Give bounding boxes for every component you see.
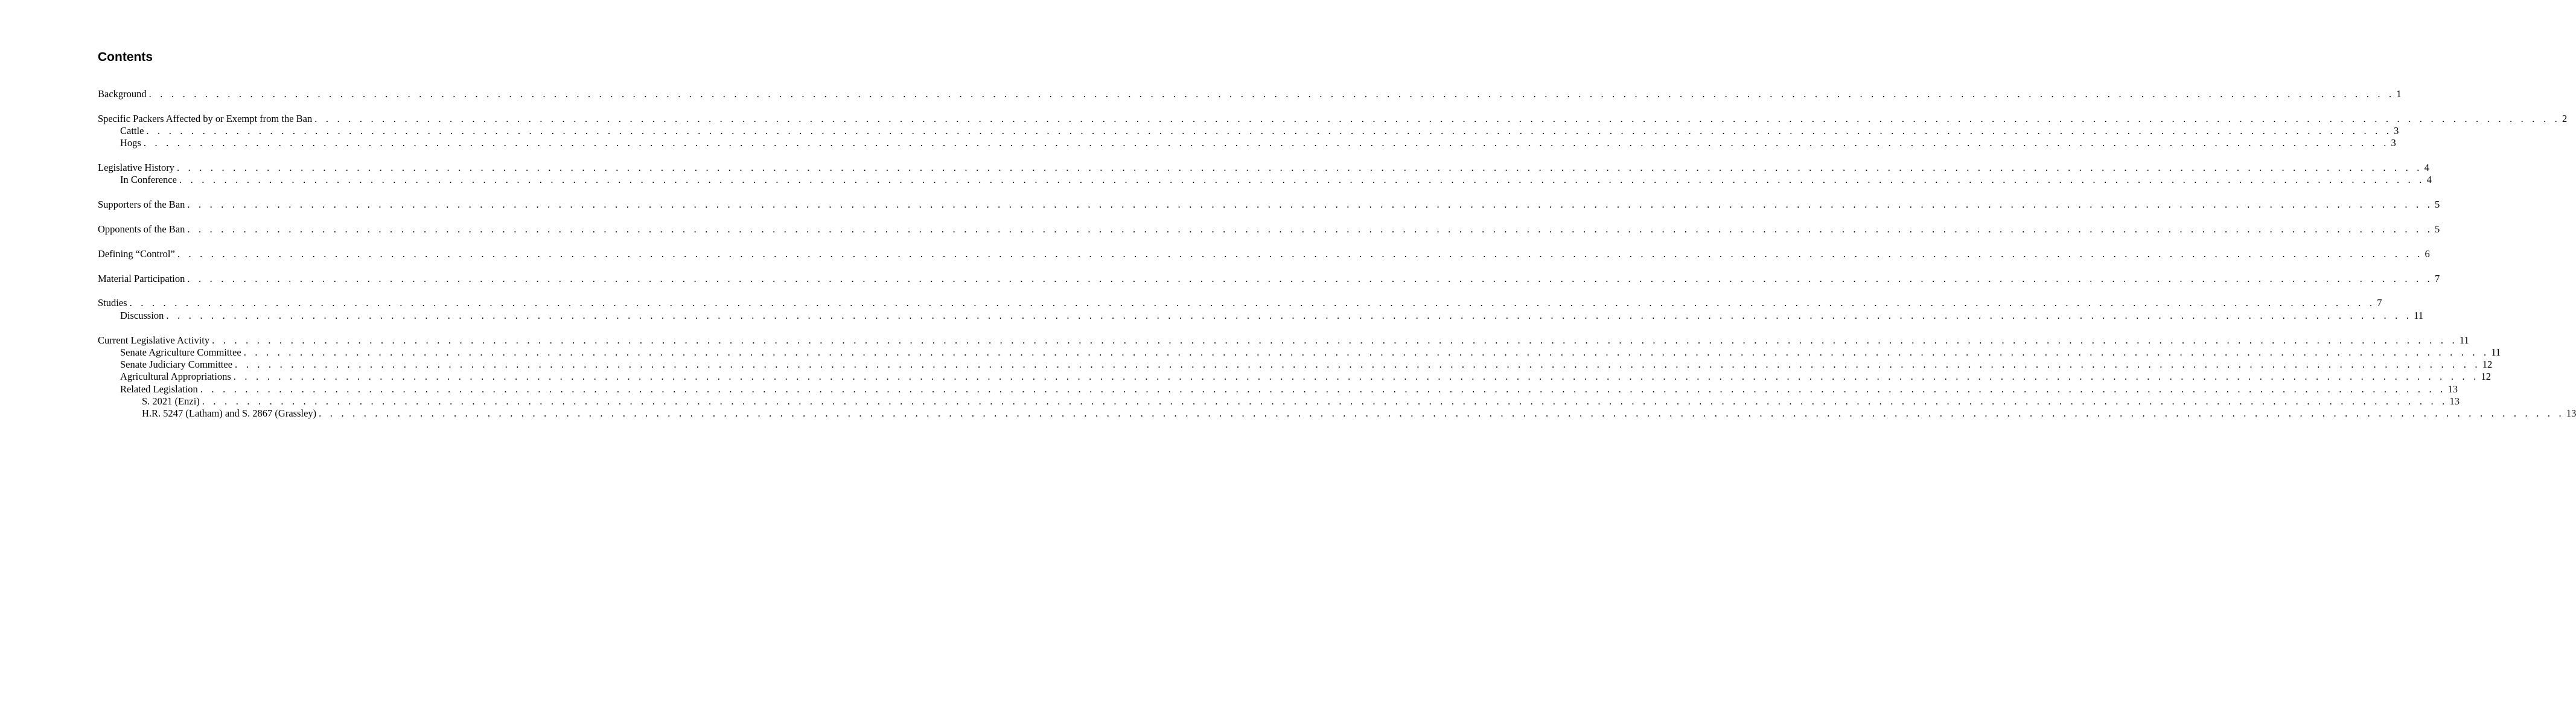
dot-leader: . . . . . . . . . . . . . . . . . . . . . . . . . . . . . . . . . . . . . . . . . . . . . . . . . . . . . . . . . . . . . . . . . . . . . . . . . . . . . . . . . . . . . . . . . . . . . . . . . . . . . . . . . . . . . . . . . . . . . . . . . . . . . . . . . . . . . . . . . . . . . . . . . . . . . . . . . . . . . . . . . . . . . . . . . . . . . . . . . . . . . . . . . . . . . . . . . . . . . . . . <box>166 309 2412 321</box>
toc-entry[interactable] <box>98 162 2429 174</box>
toc-section <box>98 248 2430 260</box>
toc-entry-label: Supporters of the Ban <box>98 199 185 211</box>
toc-entry-label: S. 2021 (Enzi) <box>142 395 200 407</box>
dot-leader: . . . . . . . . . . . . . . . . . . . . . . . . . . . . . . . . . . . . . . . . . . . . . . . . . . . . . . . . . . . . . . . . . . . . . . . . . . . . . . . . . . . . . . . . . . . . . . . . . . . . . . . . . . . . . . . . . . . . . . . . . . . . . . . . . . . . . . . . . . . . . . . . . . . . . . . . . . . . . . . . . . . . . . . . . . . . . . . . . . . . . . . . . . . . . . . . . . . . . . . . <box>314 112 2560 124</box>
toc-entry-page-number: 5 <box>2435 223 2440 235</box>
toc-entry-page-number: 3 <box>2391 137 2396 149</box>
toc-entry[interactable] <box>98 248 2430 260</box>
toc-entry-page-number: 13 <box>2447 383 2458 395</box>
toc-entry-page-number: 2 <box>2562 112 2568 124</box>
toc-entry-page-number: 1 <box>2396 88 2402 100</box>
table-of-contents <box>98 88 2576 432</box>
dot-leader: . . . . . . . . . . . . . . . . . . . . . . . . . . . . . . . . . . . . . . . . . . . . . . . . . . . . . . . . . . . . . . . . . . . . . . . . . . . . . . . . . . . . . . . . . . . . . . . . . . . . . . . . . . . . . . . . . . . . . . . . . . . . . . . . . . . . . . . . . . . . . . . . . . . . . . . . . . . . . . . . . . . . . . . . . . . . . . . . . . . . . . . . . . . . . . . . . . . . . . . . <box>187 199 2434 211</box>
toc-entry-label: Defining “Control” <box>98 248 175 260</box>
toc-section <box>98 297 2423 322</box>
toc-entry[interactable] <box>98 223 2440 235</box>
toc-entry[interactable] <box>98 125 2399 137</box>
toc-entry-page-number: 11 <box>2459 334 2469 346</box>
dot-leader: . . . . . . . . . . . . . . . . . . . . . . . . . . . . . . . . . . . . . . . . . . . . . . . . . . . . . . . . . . . . . . . . . . . . . . . . . . . . . . . . . . . . . . . . . . . . . . . . . . . . . . . . . . . . . . . . . . . . . . . . . . . . . . . . . . . . . . . . . . . . . . . . . . . . . . . . . . . . . . . . . . . . . . . . . . . . . . . . . . . . . . . . . . . . . . . . . . . . . . . . <box>129 297 2376 309</box>
toc-section <box>98 88 2402 100</box>
toc-section <box>98 162 2432 187</box>
toc-entry-label: Senate Judiciary Committee <box>120 359 233 371</box>
dot-leader: . . . . . . . . . . . . . . . . . . . . . . . . . . . . . . . . . . . . . . . . . . . . . . . . . . . . . . . . . . . . . . . . . . . . . . . . . . . . . . . . . . . . . . . . . . . . . . . . . . . . . . . . . . . . . . . . . . . . . . . . . . . . . . . . . . . . . . . . . . . . . . . . . . . . . . . . . . . . . . . . . . . . . . . . . . . . . . . . . . . . . . . . . . . . . . . . . . . . . . . . <box>148 88 2395 100</box>
toc-entry-label: Specific Packers Affected by or Exempt from the Ban <box>98 112 313 124</box>
toc-entry-page-number: 13 <box>2566 407 2576 420</box>
toc-entry-label: Cattle <box>120 125 144 137</box>
dot-leader: . . . . . . . . . . . . . . . . . . . . . . . . . . . . . . . . . . . . . . . . . . . . . . . . . . . . . . . . . . . . . . . . . . . . . . . . . . . . . . . . . . . . . . . . . . . . . . . . . . . . . . . . . . . . . . . . . . . . . . . . . . . . . . . . . . . . . . . . . . . . . . . . . . . . . . . . . . . . . . . . . . . . . . . . . . . . . . . . . . . . . . . . . . . . . . . . . . . . . . . . <box>179 174 2425 186</box>
toc-entry-label: Current Legislative Activity <box>98 334 210 346</box>
toc-entry-page-number: 12 <box>2481 371 2491 383</box>
toc-entry-page-number: 7 <box>2377 297 2382 309</box>
toc-entry[interactable] <box>98 383 2458 395</box>
toc-entry-label: Studies <box>98 297 127 309</box>
toc-entry-label: Agricultural Appropriations <box>120 371 231 383</box>
toc-entry-label: H.R. 5247 (Latham) and S. 2867 (Grassley) <box>142 407 317 420</box>
toc-entry-label: Related Legislation <box>120 383 198 395</box>
toc-entry[interactable] <box>98 112 2568 125</box>
toc-entry-page-number: 3 <box>2394 125 2399 137</box>
dot-leader: . . . . . . . . . . . . . . . . . . . . . . . . . . . . . . . . . . . . . . . . . . . . . . . . . . . . . . . . . . . . . . . . . . . . . . . . . . . . . . . . . . . . . . . . . . . . . . . . . . . . . . . . . . . . . . . . . . . . . . . . . . . . . . . . . . . . . . . . . . . . . . . . . . . . . . . . . . . . . . . . . . . . . . . . . . . . . . . . . . . . . . . . . . . . . . . . . . . . . . . . <box>235 359 2481 371</box>
toc-entry-page-number: 7 <box>2435 272 2440 284</box>
page-title: Contents <box>98 50 153 64</box>
toc-entry-page-number: 6 <box>2425 248 2430 260</box>
dot-leader: . . . . . . . . . . . . . . . . . . . . . . . . . . . . . . . . . . . . . . . . . . . . . . . . . . . . . . . . . . . . . . . . . . . . . . . . . . . . . . . . . . . . . . . . . . . . . . . . . . . . . . . . . . . . . . . . . . . . . . . . . . . . . . . . . . . . . . . . . . . . . . . . . . . . . . . . . . . . . . . . . . . . . . . . . . . . . . . . . . . . . . . . . . . . . . . . . . . . . . . . <box>200 383 2446 395</box>
toc-entry-page-number: 4 <box>2424 162 2429 174</box>
toc-entry[interactable] <box>98 334 2469 347</box>
toc-section <box>98 223 2440 235</box>
toc-entry-page-number: 4 <box>2426 174 2432 186</box>
toc-entry-page-number: 13 <box>2449 395 2460 407</box>
toc-entry[interactable] <box>98 297 2382 309</box>
dot-leader: . . . . . . . . . . . . . . . . . . . . . . . . . . . . . . . . . . . . . . . . . . . . . . . . . . . . . . . . . . . . . . . . . . . . . . . . . . . . . . . . . . . . . . . . . . . . . . . . . . . . . . . . . . . . . . . . . . . . . . . . . . . . . . . . . . . . . . . . . . . . . . . . . . . . . . . . . . . . . . . . . . . . . . . . . . . . . . . . . . . . . . . . . . . . . . . . . . . . . . . . <box>146 125 2393 137</box>
toc-entry[interactable] <box>98 395 2460 407</box>
dot-leader: . . . . . . . . . . . . . . . . . . . . . . . . . . . . . . . . . . . . . . . . . . . . . . . . . . . . . . . . . . . . . . . . . . . . . . . . . . . . . . . . . . . . . . . . . . . . . . . . . . . . . . . . . . . . . . . . . . . . . . . . . . . . . . . . . . . . . . . . . . . . . . . . . . . . . . . . . . . . . . . . . . . . . . . . . . . . . . . . . . . . . . . . . . . . . . . . . . . . . . . . <box>187 272 2434 284</box>
toc-entry-label: Opponents of the Ban <box>98 223 185 235</box>
dot-leader: . . . . . . . . . . . . . . . . . . . . . . . . . . . . . . . . . . . . . . . . . . . . . . . . . . . . . . . . . . . . . . . . . . . . . . . . . . . . . . . . . . . . . . . . . . . . . . . . . . . . . . . . . . . . . . . . . . . . . . . . . . . . . . . . . . . . . . . . . . . . . . . . . . . . . . . . . . . . . . . . . . . . . . . . . . . . . . . . . . . . . . . . . . . . . . . . . . . . . . . . <box>187 223 2434 235</box>
toc-section <box>98 112 2568 150</box>
toc-entry[interactable] <box>98 371 2491 383</box>
toc-entry-label: Senate Agriculture Committee <box>120 346 241 358</box>
toc-entry-page-number: 12 <box>2482 359 2493 371</box>
toc-entry[interactable] <box>98 272 2440 285</box>
toc-entry[interactable] <box>98 137 2396 149</box>
toc-section <box>98 199 2440 211</box>
dot-leader: . . . . . . . . . . . . . . . . . . . . . . . . . . . . . . . . . . . . . . . . . . . . . . . . . . . . . . . . . . . . . . . . . . . . . . . . . . . . . . . . . . . . . . . . . . . . . . . . . . . . . . . . . . . . . . . . . . . . . . . . . . . . . . . . . . . . . . . . . . . . . . . . . . . . . . . . . . . . . . . . . . . . . . . . . . . . . . . . . . . . . . . . . . . . . . . . . . . . . . . . <box>143 137 2389 149</box>
dot-leader: . . . . . . . . . . . . . . . . . . . . . . . . . . . . . . . . . . . . . . . . . . . . . . . . . . . . . . . . . . . . . . . . . . . . . . . . . . . . . . . . . . . . . . . . . . . . . . . . . . . . . . . . . . . . . . . . . . . . . . . . . . . . . . . . . . . . . . . . . . . . . . . . . . . . . . . . . . . . . . . . . . . . . . . . . . . . . . . . . . . . . . . . . . . . . . . . . . . . . . . . <box>243 346 2490 358</box>
dot-leader: . . . . . . . . . . . . . . . . . . . . . . . . . . . . . . . . . . . . . . . . . . . . . . . . . . . . . . . . . . . . . . . . . . . . . . . . . . . . . . . . . . . . . . . . . . . . . . . . . . . . . . . . . . . . . . . . . . . . . . . . . . . . . . . . . . . . . . . . . . . . . . . . . . . . . . . . . . . . . . . . . . . . . . . . . . . . . . . . . . . . . . . . . . . . . . . . . . . . . . . . <box>177 248 2423 260</box>
dot-leader: . . . . . . . . . . . . . . . . . . . . . . . . . . . . . . . . . . . . . . . . . . . . . . . . . . . . . . . . . . . . . . . . . . . . . . . . . . . . . . . . . . . . . . . . . . . . . . . . . . . . . . . . . . . . . . . . . . . . . . . . . . . . . . . . . . . . . . . . . . . . . . . . . . . . . . . . . . . . . . . . . . . . . . . . . . . . . . . . . . . . . . . . . . . . . . . . . . . . . . . . <box>319 407 2565 420</box>
toc-entry[interactable] <box>98 88 2402 100</box>
toc-entry[interactable] <box>98 199 2440 211</box>
toc-entry[interactable] <box>98 309 2423 322</box>
toc-section <box>98 334 2576 420</box>
dot-leader: . . . . . . . . . . . . . . . . . . . . . . . . . . . . . . . . . . . . . . . . . . . . . . . . . . . . . . . . . . . . . . . . . . . . . . . . . . . . . . . . . . . . . . . . . . . . . . . . . . . . . . . . . . . . . . . . . . . . . . . . . . . . . . . . . . . . . . . . . . . . . . . . . . . . . . . . . . . . . . . . . . . . . . . . . . . . . . . . . . . . . . . . . . . . . . . . . . . . . . . . <box>176 162 2423 174</box>
toc-entry-label: Legislative History <box>98 162 174 174</box>
toc-entry-label: Material Participation <box>98 272 185 284</box>
toc-entry-page-number: 11 <box>2491 346 2501 358</box>
toc-entry-page-number: 5 <box>2435 199 2440 211</box>
toc-entry[interactable] <box>98 174 2432 186</box>
dot-leader: . . . . . . . . . . . . . . . . . . . . . . . . . . . . . . . . . . . . . . . . . . . . . . . . . . . . . . . . . . . . . . . . . . . . . . . . . . . . . . . . . . . . . . . . . . . . . . . . . . . . . . . . . . . . . . . . . . . . . . . . . . . . . . . . . . . . . . . . . . . . . . . . . . . . . . . . . . . . . . . . . . . . . . . . . . . . . . . . . . . . . . . . . . . . . . . . . . . . . . . . <box>202 395 2448 407</box>
toc-section <box>98 272 2440 285</box>
toc-entry-label: In Conference <box>120 174 177 186</box>
toc-entry-label: Background <box>98 88 147 100</box>
toc-entry[interactable] <box>98 346 2501 359</box>
toc-entry-label: Hogs <box>120 137 141 149</box>
toc-entry[interactable] <box>98 359 2493 371</box>
dot-leader: . . . . . . . . . . . . . . . . . . . . . . . . . . . . . . . . . . . . . . . . . . . . . . . . . . . . . . . . . . . . . . . . . . . . . . . . . . . . . . . . . . . . . . . . . . . . . . . . . . . . . . . . . . . . . . . . . . . . . . . . . . . . . . . . . . . . . . . . . . . . . . . . . . . . . . . . . . . . . . . . . . . . . . . . . . . . . . . . . . . . . . . . . . . . . . . . . . . . . . . . <box>212 334 2458 346</box>
toc-entry-label: Discussion <box>120 309 164 321</box>
toc-entry-page-number: 11 <box>2414 309 2423 321</box>
toc-entry[interactable] <box>98 407 2576 420</box>
dot-leader: . . . . . . . . . . . . . . . . . . . . . . . . . . . . . . . . . . . . . . . . . . . . . . . . . . . . . . . . . . . . . . . . . . . . . . . . . . . . . . . . . . . . . . . . . . . . . . . . . . . . . . . . . . . . . . . . . . . . . . . . . . . . . . . . . . . . . . . . . . . . . . . . . . . . . . . . . . . . . . . . . . . . . . . . . . . . . . . . . . . . . . . . . . . . . . . . . . . . . . . . <box>233 371 2479 383</box>
